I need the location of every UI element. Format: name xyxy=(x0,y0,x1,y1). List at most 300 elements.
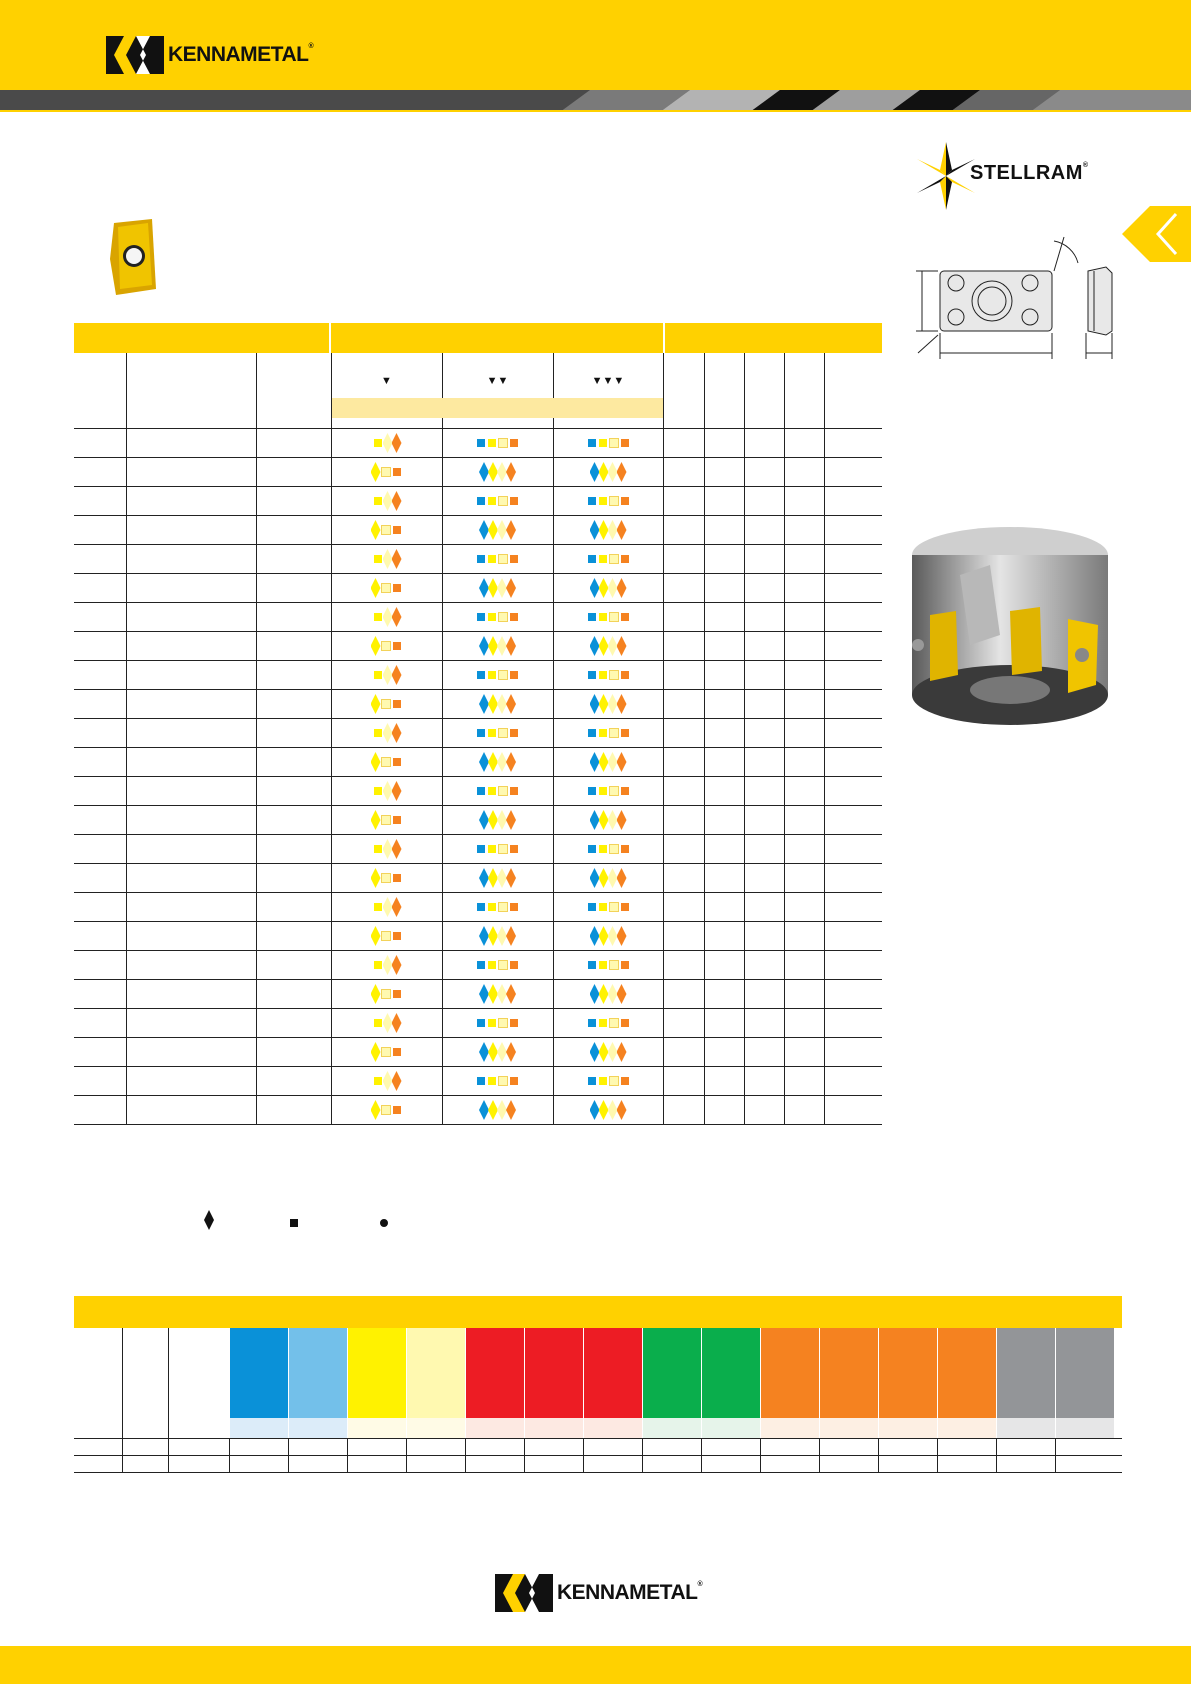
diamond-orange-icon xyxy=(392,549,402,569)
square-yellow-icon xyxy=(599,439,607,447)
diamond-blue-icon xyxy=(479,984,489,1004)
diamond-pale-icon xyxy=(497,1100,507,1120)
suitability-cell xyxy=(442,776,553,806)
square-orange-icon xyxy=(393,758,401,766)
square-pale-icon xyxy=(499,671,507,679)
square-pale-icon xyxy=(499,439,507,447)
material-tint-yellow xyxy=(348,1418,406,1438)
diamond-orange-icon xyxy=(392,955,402,975)
suitability-cell xyxy=(553,1066,663,1096)
material-tint-orange xyxy=(820,1418,878,1438)
diamond-pale-icon xyxy=(383,491,393,511)
suitability-cell xyxy=(442,515,553,545)
diamond-blue-icon xyxy=(590,1042,600,1062)
column-divider xyxy=(442,418,443,1124)
suitability-cell xyxy=(442,1095,553,1125)
suitability-cell xyxy=(442,747,553,777)
material-tint-red xyxy=(584,1418,642,1438)
column-divider xyxy=(168,1328,169,1472)
diamond-orange-icon xyxy=(506,1100,516,1120)
material-tint-red xyxy=(525,1418,583,1438)
column-divider xyxy=(122,1328,123,1472)
diamond-pale-icon xyxy=(608,1100,618,1120)
diamond-pale-icon xyxy=(383,839,393,859)
square-orange-icon xyxy=(393,526,401,534)
diamond-blue-icon xyxy=(590,520,600,540)
column-divider xyxy=(784,353,785,1124)
suitability-cell xyxy=(442,1008,553,1038)
square-pale-icon xyxy=(382,874,390,882)
diamond-blue-icon xyxy=(590,984,600,1004)
table-row-end xyxy=(74,1124,882,1125)
suitability-cell xyxy=(553,486,663,516)
material-color-green xyxy=(643,1328,701,1418)
square-yellow-icon xyxy=(488,845,496,853)
footer-band xyxy=(0,1646,1191,1684)
diamond-orange-icon xyxy=(617,1042,627,1062)
material-tint-grey xyxy=(997,1418,1055,1438)
diamond-pale-icon xyxy=(383,781,393,801)
suitability-cell xyxy=(442,1066,553,1096)
suitability-cell xyxy=(331,718,442,748)
diamond-yellow-icon xyxy=(599,1100,609,1120)
square-blue-icon xyxy=(477,1019,485,1027)
diamond-orange-icon xyxy=(506,984,516,1004)
square-orange-icon xyxy=(621,1077,629,1085)
material-color-red xyxy=(466,1328,524,1418)
square-orange-icon xyxy=(510,1077,518,1085)
square-pale-icon xyxy=(610,555,618,563)
square-yellow-icon xyxy=(599,903,607,911)
square-orange-icon xyxy=(393,932,401,940)
diamond-orange-icon xyxy=(506,1042,516,1062)
material-tint-green xyxy=(702,1418,760,1438)
suitability-cell xyxy=(331,689,442,719)
diamond-yellow-icon xyxy=(599,462,609,482)
material-tint-orange xyxy=(879,1418,937,1438)
square-yellow-icon xyxy=(374,961,382,969)
stellram-logo xyxy=(914,142,1114,212)
suitability-cell xyxy=(442,602,553,632)
diamond-pale-icon xyxy=(383,897,393,917)
diamond-pale-icon xyxy=(497,810,507,830)
square-pale-icon xyxy=(499,845,507,853)
diamond-yellow-icon xyxy=(599,984,609,1004)
square-orange-icon xyxy=(621,555,629,563)
suitability-cell xyxy=(553,689,663,719)
material-color-yellow xyxy=(348,1328,406,1418)
square-blue-icon xyxy=(477,497,485,505)
diamond-pale-icon xyxy=(383,1013,393,1033)
diamond-pale-icon xyxy=(608,752,618,772)
diamond-blue-icon xyxy=(479,1100,489,1120)
suitability-cell xyxy=(553,747,663,777)
square-orange-icon xyxy=(510,961,518,969)
kennametal-k-icon xyxy=(495,1574,553,1612)
suitability-cell xyxy=(442,979,553,1009)
diamond-blue-icon xyxy=(479,462,489,482)
diamond-blue-icon xyxy=(479,926,489,946)
diamond-yellow-icon xyxy=(599,636,609,656)
square-yellow-icon xyxy=(488,497,496,505)
square-yellow-icon xyxy=(488,903,496,911)
square-pale-icon xyxy=(499,613,507,621)
square-orange-icon xyxy=(510,845,518,853)
diamond-yellow-icon xyxy=(599,578,609,598)
diamond-pale-icon xyxy=(608,520,618,540)
diamond-orange-icon xyxy=(617,578,627,598)
kennametal-wordmark: KENNAMETAL® xyxy=(557,1581,703,1604)
diamond-pale-icon xyxy=(608,462,618,482)
material-grade-table xyxy=(74,1296,1122,1476)
square-blue-icon xyxy=(477,729,485,737)
suitability-cell xyxy=(442,660,553,690)
row-divider xyxy=(74,1472,1122,1473)
diamond-yellow-icon xyxy=(488,636,498,656)
square-pale-icon xyxy=(610,903,618,911)
material-color-orange xyxy=(938,1328,996,1418)
square-pale-icon xyxy=(382,758,390,766)
suitability-cell xyxy=(331,428,442,458)
square-yellow-icon xyxy=(599,613,607,621)
square-pale-icon xyxy=(499,1077,507,1085)
diamond-yellow-icon xyxy=(488,1042,498,1062)
diamond-pale-icon xyxy=(497,1042,507,1062)
diamond-yellow-icon xyxy=(371,1100,381,1120)
square-pale-icon xyxy=(499,555,507,563)
square-yellow-icon xyxy=(599,961,607,969)
square-blue-icon xyxy=(588,729,596,737)
suitability-cell xyxy=(553,892,663,922)
square-orange-icon xyxy=(510,613,518,621)
diamond-orange-icon xyxy=(617,636,627,656)
suitability-cell xyxy=(331,979,442,1009)
diamond-yellow-icon xyxy=(371,984,381,1004)
suitability-cell xyxy=(442,689,553,719)
diamond-yellow-icon xyxy=(488,868,498,888)
diamond-blue-icon xyxy=(590,462,600,482)
square-pale-icon xyxy=(382,932,390,940)
diamond-pale-icon xyxy=(608,636,618,656)
diamond-orange-icon xyxy=(392,897,402,917)
square-orange-icon xyxy=(621,903,629,911)
column-divider xyxy=(126,353,127,1124)
material-color-red xyxy=(525,1328,583,1418)
diamond-orange-icon xyxy=(617,810,627,830)
material-color-pale_yellow xyxy=(407,1328,465,1418)
material-tint-red xyxy=(466,1418,524,1438)
suitability-cell xyxy=(331,660,442,690)
diamond-yellow-icon xyxy=(488,520,498,540)
diamond-pale-icon xyxy=(608,694,618,714)
diamond-orange-icon xyxy=(617,520,627,540)
square-pale-icon xyxy=(610,1077,618,1085)
row-divider xyxy=(74,1438,1122,1439)
suitability-cell xyxy=(553,660,663,690)
square-pale-icon xyxy=(610,671,618,679)
diamond-yellow-icon xyxy=(488,578,498,598)
square-orange-icon xyxy=(510,787,518,795)
square-blue-icon xyxy=(477,671,485,679)
diamond-yellow-icon xyxy=(371,520,381,540)
suitability-cell xyxy=(331,747,442,777)
diamond-orange-icon xyxy=(506,868,516,888)
square-yellow-icon xyxy=(374,903,382,911)
suitability-cell xyxy=(331,921,442,951)
square-yellow-icon xyxy=(374,1077,382,1085)
diamond-orange-icon xyxy=(506,694,516,714)
diamond-orange-icon xyxy=(392,781,402,801)
diamond-yellow-icon xyxy=(371,1042,381,1062)
square-yellow-icon xyxy=(374,1019,382,1027)
square-blue-icon xyxy=(477,787,485,795)
suitability-cell xyxy=(331,457,442,487)
square-blue-icon xyxy=(588,1077,596,1085)
milling-cutter-photo xyxy=(900,515,1118,755)
stellram-wordmark: STELLRAM® xyxy=(970,162,1089,184)
kennametal-k-icon xyxy=(106,36,164,74)
square-pale-icon xyxy=(499,961,507,969)
square-orange-icon xyxy=(393,642,401,650)
square-yellow-icon xyxy=(599,729,607,737)
suitability-cell xyxy=(553,515,663,545)
square-orange-icon xyxy=(393,1106,401,1114)
suitability-cell xyxy=(442,863,553,893)
square-orange-icon xyxy=(510,555,518,563)
diamond-orange-icon xyxy=(392,433,402,453)
diamond-yellow-icon xyxy=(371,636,381,656)
square-orange-icon xyxy=(621,729,629,737)
material-tint-green xyxy=(643,1418,701,1438)
square-orange-icon xyxy=(621,961,629,969)
material-color-blue xyxy=(230,1328,288,1418)
square-yellow-icon xyxy=(374,845,382,853)
square-pale-icon xyxy=(382,468,390,476)
suitability-cell xyxy=(553,776,663,806)
diamond-orange-icon xyxy=(392,607,402,627)
square-yellow-icon xyxy=(374,497,382,505)
square-pale-icon xyxy=(499,497,507,505)
diamond-pale-icon xyxy=(497,752,507,772)
bottom-table-header xyxy=(74,1296,1122,1328)
diamond-blue-icon xyxy=(590,636,600,656)
column-divider xyxy=(331,353,332,1124)
diamond-blue-icon xyxy=(479,868,489,888)
suitability-cell xyxy=(331,1095,442,1125)
suitability-cell xyxy=(331,515,442,545)
level-marker-1: ▼ xyxy=(381,375,392,387)
column-divider xyxy=(704,353,705,1124)
square-blue-icon xyxy=(588,613,596,621)
square-pale-icon xyxy=(382,1048,390,1056)
square-orange-icon xyxy=(510,497,518,505)
material-color-orange xyxy=(820,1328,878,1418)
diamond-blue-icon xyxy=(590,752,600,772)
diamond-yellow-icon xyxy=(488,752,498,772)
diamond-pale-icon xyxy=(383,1071,393,1091)
square-pale-icon xyxy=(382,700,390,708)
square-pale-icon xyxy=(382,642,390,650)
material-tint-pale_yellow xyxy=(407,1418,465,1438)
diamond-pale-icon xyxy=(608,1042,618,1062)
diamond-yellow-icon xyxy=(599,1042,609,1062)
diamond-orange-icon xyxy=(617,868,627,888)
column-divider xyxy=(553,418,554,1124)
square-yellow-icon xyxy=(374,613,382,621)
square-pale-icon xyxy=(499,787,507,795)
diamond-blue-icon xyxy=(479,636,489,656)
diamond-orange-icon xyxy=(506,578,516,598)
insert-grade-table xyxy=(74,323,882,1203)
square-orange-icon xyxy=(510,1019,518,1027)
diamond-yellow-icon xyxy=(371,752,381,772)
square-yellow-icon xyxy=(374,555,382,563)
diamond-orange-icon xyxy=(617,462,627,482)
square-pale-icon xyxy=(382,816,390,824)
suitability-cell xyxy=(331,1037,442,1067)
diamond-pale-icon xyxy=(608,926,618,946)
material-tint-light_blue xyxy=(289,1418,347,1438)
diamond-pale-icon xyxy=(497,694,507,714)
side-tab-chevron-icon xyxy=(1122,206,1191,262)
square-yellow-icon xyxy=(488,613,496,621)
square-orange-icon xyxy=(393,584,401,592)
square-orange-icon xyxy=(393,468,401,476)
header-stripe xyxy=(0,90,1191,112)
suitability-cell xyxy=(553,834,663,864)
column-divider xyxy=(824,353,825,1124)
diamond-pale-icon xyxy=(497,636,507,656)
diamond-pale-icon xyxy=(497,868,507,888)
square-yellow-icon xyxy=(599,1077,607,1085)
diamond-pale-icon xyxy=(608,578,618,598)
kennametal-logo-top xyxy=(106,36,313,74)
suitability-cell xyxy=(331,805,442,835)
suitability-cell xyxy=(553,428,663,458)
square-orange-icon xyxy=(621,671,629,679)
suitability-cell xyxy=(331,863,442,893)
square-orange-icon xyxy=(621,845,629,853)
kennametal-logo-bottom xyxy=(495,1574,702,1612)
level-marker-2: ▼▼ xyxy=(486,375,509,387)
square-orange-icon xyxy=(510,671,518,679)
square-blue-icon xyxy=(588,1019,596,1027)
insert-photo xyxy=(108,219,158,297)
diamond-blue-icon xyxy=(479,810,489,830)
suitability-cell xyxy=(331,544,442,574)
diamond-pale-icon xyxy=(608,984,618,1004)
diamond-pale-icon xyxy=(383,665,393,685)
square-blue-icon xyxy=(477,613,485,621)
material-color-orange xyxy=(761,1328,819,1418)
suitability-cell xyxy=(442,892,553,922)
diamond-orange-icon xyxy=(617,926,627,946)
square-yellow-icon xyxy=(488,729,496,737)
suitability-cell xyxy=(442,457,553,487)
square-blue-icon xyxy=(588,961,596,969)
square-orange-icon xyxy=(510,903,518,911)
square-orange-icon xyxy=(393,874,401,882)
diamond-yellow-icon xyxy=(371,694,381,714)
diamond-blue-icon xyxy=(479,520,489,540)
suitability-cell xyxy=(553,921,663,951)
diamond-blue-icon xyxy=(590,810,600,830)
diamond-blue-icon xyxy=(479,1042,489,1062)
square-pale-icon xyxy=(499,903,507,911)
suitability-cell xyxy=(553,979,663,1009)
square-yellow-icon xyxy=(488,555,496,563)
suitability-cell xyxy=(442,573,553,603)
square-pale-icon xyxy=(610,961,618,969)
square-pale-icon xyxy=(610,729,618,737)
square-pale-icon xyxy=(610,787,618,795)
suitability-cell xyxy=(553,457,663,487)
material-color-orange xyxy=(879,1328,937,1418)
diamond-pale-icon xyxy=(383,433,393,453)
suitability-cell xyxy=(553,805,663,835)
square-blue-icon xyxy=(588,439,596,447)
suitability-cell xyxy=(442,486,553,516)
square-pale-icon xyxy=(382,584,390,592)
square-pale-icon xyxy=(610,1019,618,1027)
square-yellow-icon xyxy=(599,497,607,505)
suitability-cell xyxy=(442,544,553,574)
diamond-pale-icon xyxy=(608,868,618,888)
square-yellow-icon xyxy=(599,845,607,853)
kennametal-wordmark: KENNAMETAL® xyxy=(168,43,314,66)
square-yellow-icon xyxy=(599,787,607,795)
material-tint-orange xyxy=(938,1418,996,1438)
diamond-orange-icon xyxy=(617,1100,627,1120)
diamond-yellow-icon xyxy=(488,984,498,1004)
square-orange-icon xyxy=(510,729,518,737)
suitability-cell xyxy=(553,863,663,893)
square-yellow-icon xyxy=(599,555,607,563)
dot-icon xyxy=(380,1214,388,1232)
suitability-cell xyxy=(553,544,663,574)
square-pale-icon xyxy=(382,990,390,998)
material-color-green xyxy=(702,1328,760,1418)
diamond-pale-icon xyxy=(383,607,393,627)
diamond-pale-icon xyxy=(497,926,507,946)
suitability-cell xyxy=(442,834,553,864)
square-orange-icon xyxy=(393,700,401,708)
diamond-blue-icon xyxy=(590,578,600,598)
suitability-cell xyxy=(331,1066,442,1096)
diamond-pale-icon xyxy=(497,984,507,1004)
square-pale-icon xyxy=(610,845,618,853)
table-header-bar xyxy=(74,323,329,353)
diamond-pale-icon xyxy=(383,723,393,743)
square-orange-icon xyxy=(510,439,518,447)
square-yellow-icon xyxy=(488,961,496,969)
diamond-orange-icon xyxy=(392,1013,402,1033)
diamond-yellow-icon xyxy=(599,752,609,772)
column-divider xyxy=(256,353,257,1124)
suitability-cell xyxy=(553,1008,663,1038)
material-color-grey xyxy=(1056,1328,1114,1418)
square-orange-icon xyxy=(393,1048,401,1056)
column-divider xyxy=(553,353,554,398)
square-pale-icon xyxy=(382,1106,390,1114)
suitability-cell xyxy=(553,718,663,748)
square-orange-icon xyxy=(621,787,629,795)
diamond-pale-icon xyxy=(383,955,393,975)
diamond-orange-icon xyxy=(617,694,627,714)
diamond-orange-icon xyxy=(506,520,516,540)
material-color-light_blue xyxy=(289,1328,347,1418)
suitability-cell xyxy=(442,718,553,748)
